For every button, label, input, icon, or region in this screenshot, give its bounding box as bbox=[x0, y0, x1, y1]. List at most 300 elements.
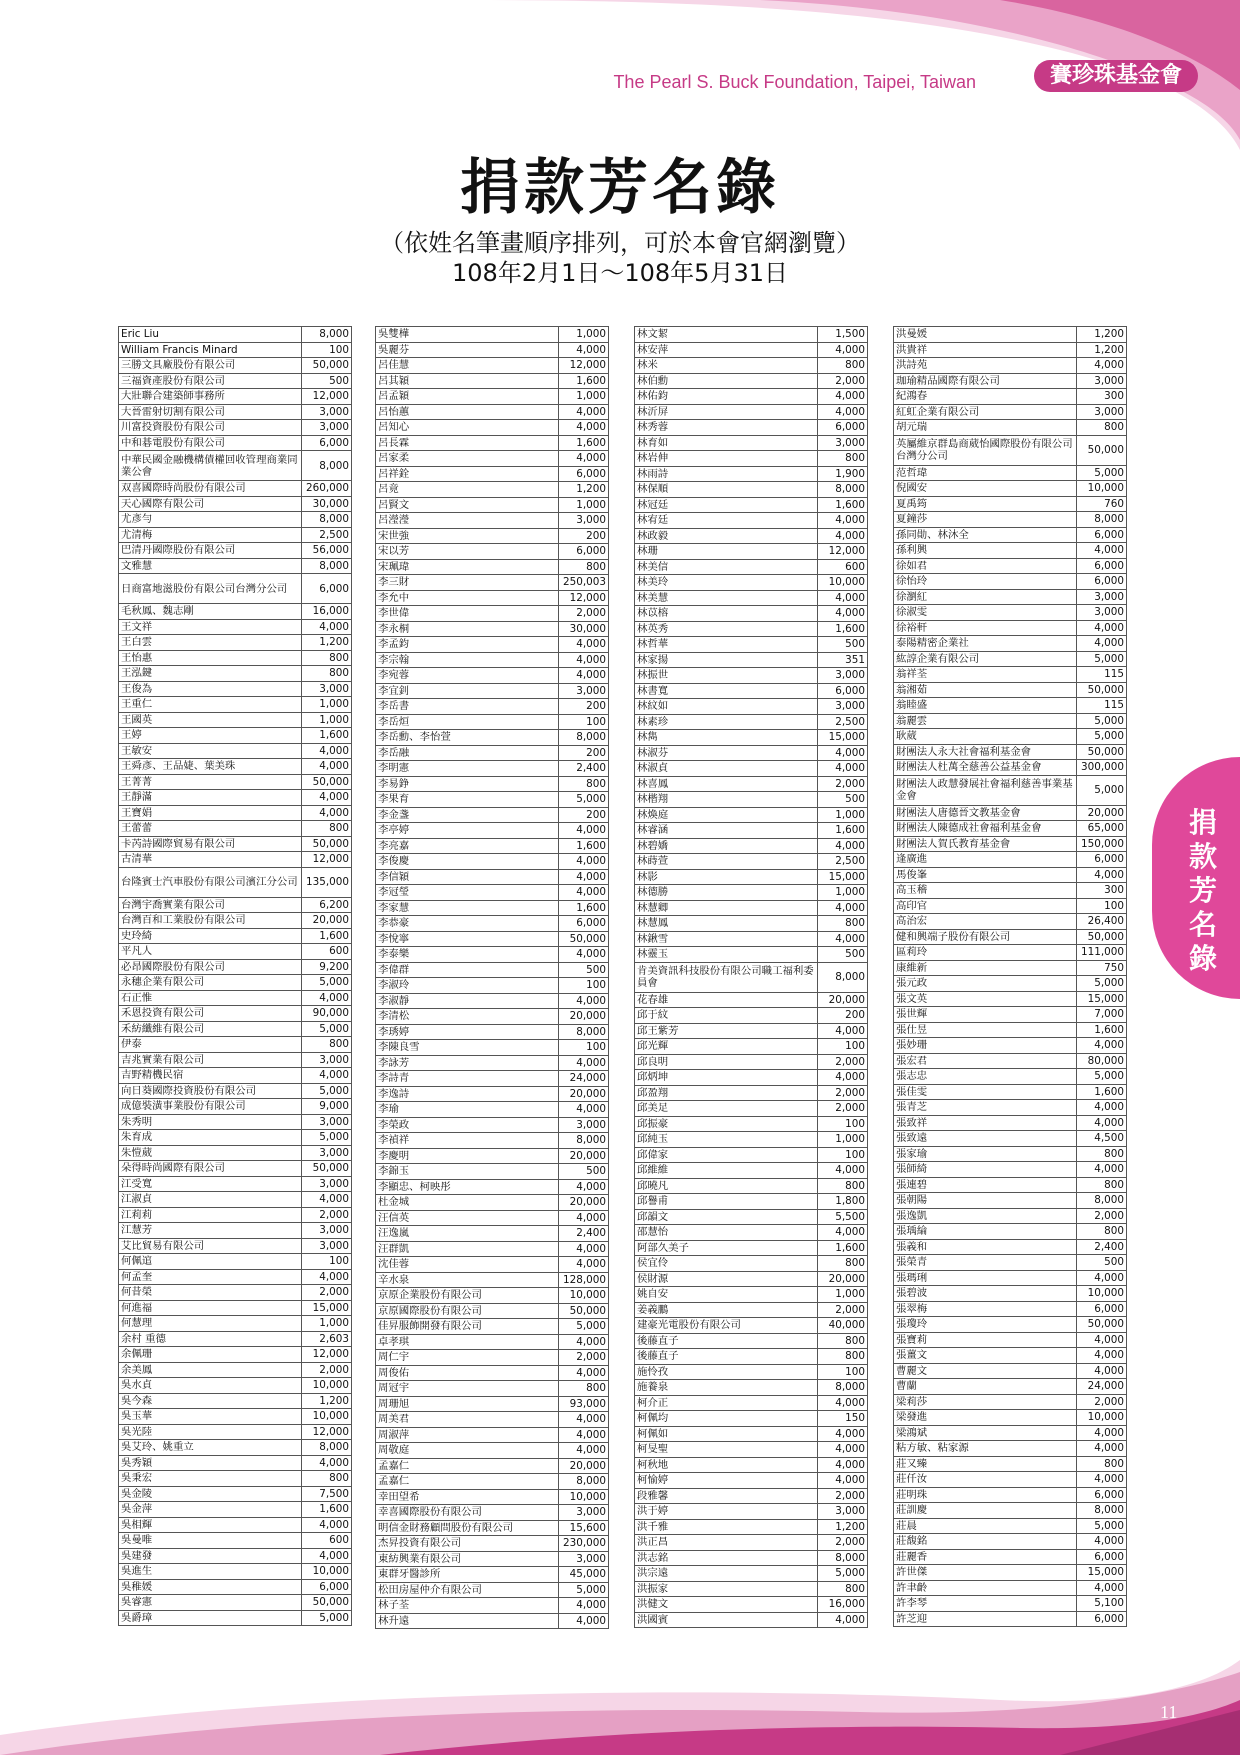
donor-name: 李詠芳 bbox=[376, 1055, 559, 1071]
donation-amount: 1,600 bbox=[302, 728, 352, 744]
donation-amount: 3,000 bbox=[818, 435, 868, 451]
donor-row bbox=[376, 1334, 609, 1350]
donation-amount: 8,000 bbox=[1077, 512, 1127, 528]
donation-amount: 800 bbox=[818, 1349, 868, 1365]
donation-amount: 6,000 bbox=[302, 574, 352, 604]
donor-row bbox=[635, 792, 868, 808]
donor-row bbox=[635, 621, 868, 637]
donor-name: 姚自安 bbox=[635, 1287, 818, 1303]
donation-amount: 4,000 bbox=[1077, 1100, 1127, 1116]
donor-name: 張世輝 bbox=[894, 1007, 1077, 1023]
donation-amount: 4,000 bbox=[302, 790, 352, 806]
donor-row bbox=[119, 527, 352, 543]
donor-name: 莊明珠 bbox=[894, 1487, 1077, 1503]
donor-row bbox=[894, 945, 1127, 961]
donation-amount: 800 bbox=[818, 1333, 868, 1349]
donation-amount: 1,000 bbox=[818, 1287, 868, 1303]
donation-amount: 1,900 bbox=[818, 466, 868, 482]
donor-row bbox=[376, 1427, 609, 1443]
donor-name: 呂家柔 bbox=[376, 451, 559, 467]
subtitle-date-range: 108年2月1日～108年5月31日 bbox=[452, 259, 788, 287]
donor-name: 洪正昌 bbox=[635, 1535, 818, 1551]
donation-amount: 8,000 bbox=[302, 451, 352, 481]
donation-amount: 4,000 bbox=[1077, 1580, 1127, 1596]
donor-name: 紘諄企業有限公司 bbox=[894, 651, 1077, 667]
donation-amount: 3,000 bbox=[302, 1223, 352, 1239]
donation-amount: 2,000 bbox=[818, 1302, 868, 1318]
donor-row bbox=[376, 854, 609, 870]
donor-row bbox=[894, 1565, 1127, 1581]
donor-name: 吳今森 bbox=[119, 1393, 302, 1409]
donation-amount: 4,000 bbox=[1077, 543, 1127, 559]
donation-amount: 2,500 bbox=[302, 527, 352, 543]
donor-row bbox=[635, 1240, 868, 1256]
donation-amount: 5,000 bbox=[1077, 775, 1127, 805]
donation-amount: 10,000 bbox=[302, 1409, 352, 1425]
donation-amount: 4,000 bbox=[559, 947, 609, 963]
donor-name: 林英秀 bbox=[635, 621, 818, 637]
donor-row bbox=[376, 1024, 609, 1040]
donor-row bbox=[119, 1130, 352, 1146]
donation-amount: 50,000 bbox=[1077, 682, 1127, 698]
donor-row bbox=[119, 604, 352, 620]
donation-amount: 800 bbox=[1077, 1177, 1127, 1193]
donor-row bbox=[635, 358, 868, 374]
donor-name: 翁湘茹 bbox=[894, 682, 1077, 698]
donor-row bbox=[635, 528, 868, 544]
donor-row bbox=[894, 1503, 1127, 1519]
donation-amount: 100 bbox=[302, 342, 352, 358]
donation-amount: 5,000 bbox=[302, 1610, 352, 1626]
donor-name: 日商富地滋股份有限公司台灣分公司 bbox=[119, 574, 302, 604]
donor-row bbox=[119, 1393, 352, 1409]
donor-name: 財團法人永大社會福利基金會 bbox=[894, 744, 1077, 760]
page-number: 11 bbox=[1160, 1702, 1178, 1722]
donation-amount: 800 bbox=[559, 559, 609, 575]
donor-row bbox=[119, 650, 352, 666]
donor-row bbox=[376, 1148, 609, 1164]
donor-name: 翁祥荃 bbox=[894, 667, 1077, 683]
donor-row bbox=[119, 805, 352, 821]
donation-amount: 100 bbox=[1077, 898, 1127, 914]
donor-row bbox=[635, 373, 868, 389]
donor-name: 呂知心 bbox=[376, 420, 559, 436]
donation-amount: 93,000 bbox=[559, 1396, 609, 1412]
donation-amount: 5,000 bbox=[559, 1582, 609, 1598]
donation-amount: 1,600 bbox=[818, 621, 868, 637]
donor-row bbox=[635, 1395, 868, 1411]
donation-amount: 20,000 bbox=[302, 913, 352, 929]
donor-name: 孟嘉仁 bbox=[376, 1458, 559, 1474]
donation-amount: 4,000 bbox=[818, 1163, 868, 1179]
donor-row bbox=[376, 1567, 609, 1583]
donor-name: 林慧鳳 bbox=[635, 916, 818, 932]
donor-row bbox=[119, 1223, 352, 1239]
donor-name: 李世偉 bbox=[376, 606, 559, 622]
donor-row bbox=[635, 1457, 868, 1473]
donation-amount: 4,000 bbox=[818, 342, 868, 358]
donation-amount: 4,000 bbox=[1077, 1363, 1127, 1379]
donation-amount: 4,000 bbox=[818, 389, 868, 405]
donation-amount: 8,000 bbox=[1077, 1503, 1127, 1519]
donor-name: 王婷 bbox=[119, 728, 302, 744]
donation-amount: 1,200 bbox=[818, 1519, 868, 1535]
donor-row bbox=[894, 481, 1127, 497]
donor-name: 王泓鍵 bbox=[119, 666, 302, 682]
donation-amount: 8,000 bbox=[302, 512, 352, 528]
donor-row bbox=[894, 1038, 1127, 1054]
donor-name: 周冠宇 bbox=[376, 1381, 559, 1397]
donation-amount: 3,000 bbox=[818, 668, 868, 684]
donor-name: 李淑玲 bbox=[376, 978, 559, 994]
donor-row bbox=[635, 1411, 868, 1427]
donor-row bbox=[376, 668, 609, 684]
donation-amount: 4,000 bbox=[302, 1192, 352, 1208]
donor-name: 莊仟汝 bbox=[894, 1472, 1077, 1488]
donor-row bbox=[635, 730, 868, 746]
donation-amount: 8,000 bbox=[559, 1024, 609, 1040]
donation-amount: 16,000 bbox=[818, 1597, 868, 1613]
donor-name: 吳雙樺 bbox=[376, 327, 559, 343]
donor-name: 張連碧 bbox=[894, 1177, 1077, 1193]
donor-row bbox=[894, 527, 1127, 543]
donor-name: 邱盈翔 bbox=[635, 1085, 818, 1101]
donor-row bbox=[635, 714, 868, 730]
donation-amount: 8,000 bbox=[302, 558, 352, 574]
donor-row bbox=[635, 1302, 868, 1318]
donor-name: 張文英 bbox=[894, 991, 1077, 1007]
donor-row bbox=[635, 683, 868, 699]
donor-row bbox=[894, 836, 1127, 852]
donor-row bbox=[635, 482, 868, 498]
donation-amount: 50,000 bbox=[302, 1595, 352, 1611]
donation-amount: 3,000 bbox=[1077, 404, 1127, 420]
donor-row bbox=[119, 790, 352, 806]
donor-name: 江受寬 bbox=[119, 1176, 302, 1192]
donation-amount: 800 bbox=[818, 451, 868, 467]
donor-row bbox=[376, 1381, 609, 1397]
donor-row bbox=[119, 635, 352, 651]
donor-row bbox=[894, 713, 1127, 729]
donor-name: 杰昇投資有限公司 bbox=[376, 1536, 559, 1552]
donor-row bbox=[894, 574, 1127, 590]
donor-row bbox=[635, 1209, 868, 1225]
donation-amount: 12,000 bbox=[818, 544, 868, 560]
donor-row bbox=[894, 620, 1127, 636]
donor-name: 林冠廷 bbox=[635, 497, 818, 513]
donor-row bbox=[376, 528, 609, 544]
donor-row bbox=[376, 900, 609, 916]
donor-name: 李明憲 bbox=[376, 761, 559, 777]
donation-amount: 4,000 bbox=[559, 1334, 609, 1350]
donation-amount: 600 bbox=[302, 1533, 352, 1549]
donor-name: 邱偉家 bbox=[635, 1147, 818, 1163]
donation-amount: 3,000 bbox=[302, 404, 352, 420]
donor-name: 張義和 bbox=[894, 1239, 1077, 1255]
donation-amount: 800 bbox=[1077, 1224, 1127, 1240]
donor-name: 徐淑雯 bbox=[894, 605, 1077, 621]
donation-amount: 6,000 bbox=[818, 683, 868, 699]
donor-row bbox=[376, 513, 609, 529]
donor-name: 松田房屋仲介有限公司 bbox=[376, 1582, 559, 1598]
donor-name: 京原國際股份有限公司 bbox=[376, 1303, 559, 1319]
donation-amount: 800 bbox=[302, 821, 352, 837]
donor-name: 洪曼媛 bbox=[894, 327, 1077, 343]
donation-amount: 800 bbox=[1077, 1146, 1127, 1162]
donor-name: 何佩逭 bbox=[119, 1254, 302, 1270]
donor-row bbox=[119, 1068, 352, 1084]
donor-row bbox=[376, 482, 609, 498]
donor-name: 双喜國際時尚股份有限公司 bbox=[119, 481, 302, 497]
donor-row bbox=[376, 761, 609, 777]
donor-name: 邵慧怡 bbox=[635, 1225, 818, 1241]
donation-amount: 5,500 bbox=[818, 1209, 868, 1225]
donor-row bbox=[376, 358, 609, 374]
donor-name: 張致遠 bbox=[894, 1131, 1077, 1147]
donor-name: 許芝迎 bbox=[894, 1611, 1077, 1627]
donation-amount: 150,000 bbox=[1077, 836, 1127, 852]
donor-name: 三勝文具廠股份有限公司 bbox=[119, 358, 302, 374]
donor-row bbox=[376, 823, 609, 839]
donor-row bbox=[119, 1006, 352, 1022]
donation-amount: 6,000 bbox=[1077, 558, 1127, 574]
donor-name: 姜義鵬 bbox=[635, 1302, 818, 1318]
donor-row bbox=[119, 1455, 352, 1471]
donor-row bbox=[119, 1486, 352, 1502]
donor-name: 邱光輝 bbox=[635, 1039, 818, 1055]
donor-name: 洪詩苑 bbox=[894, 358, 1077, 374]
donation-amount: 7,000 bbox=[1077, 1007, 1127, 1023]
donor-name: 張仕昱 bbox=[894, 1022, 1077, 1038]
donor-name: 張榮青 bbox=[894, 1255, 1077, 1271]
donor-name: 李悅寧 bbox=[376, 931, 559, 947]
donor-name: 李偉群 bbox=[376, 962, 559, 978]
donor-row bbox=[894, 558, 1127, 574]
donation-amount: 800 bbox=[302, 1037, 352, 1053]
donation-amount: 6,000 bbox=[818, 420, 868, 436]
donation-amount: 1,800 bbox=[818, 1194, 868, 1210]
donor-row bbox=[376, 885, 609, 901]
donation-amount: 12,000 bbox=[302, 852, 352, 868]
donation-amount: 3,000 bbox=[1077, 589, 1127, 605]
donor-name: 李恭豪 bbox=[376, 916, 559, 932]
donation-amount: 500 bbox=[1077, 1255, 1127, 1271]
donor-row bbox=[894, 760, 1127, 776]
donation-amount: 6,000 bbox=[559, 466, 609, 482]
donor-name: 伊泰 bbox=[119, 1037, 302, 1053]
donor-name: 吳秀穎 bbox=[119, 1455, 302, 1471]
donor-name: 林岩伸 bbox=[635, 451, 818, 467]
donation-amount: 4,000 bbox=[1077, 1115, 1127, 1131]
donor-row bbox=[119, 1285, 352, 1301]
donation-amount: 4,000 bbox=[818, 1442, 868, 1458]
donor-name: 邱美足 bbox=[635, 1101, 818, 1117]
donor-row bbox=[119, 1207, 352, 1223]
donor-name: 宋珮瑋 bbox=[376, 559, 559, 575]
donor-name: 李孟鈞 bbox=[376, 637, 559, 653]
donor-row bbox=[894, 1441, 1127, 1457]
donor-row bbox=[635, 342, 868, 358]
donor-name: 朵得時尚國際有限公司 bbox=[119, 1161, 302, 1177]
donor-row bbox=[635, 776, 868, 792]
donor-row bbox=[119, 435, 352, 451]
donor-name: 徐怡玲 bbox=[894, 574, 1077, 590]
donor-name: 夏鐘莎 bbox=[894, 512, 1077, 528]
donor-name: 林蒔萱 bbox=[635, 854, 818, 870]
donor-name: 耿葳 bbox=[894, 729, 1077, 745]
donation-amount: 100 bbox=[559, 714, 609, 730]
donor-name: 紅虹企業有限公司 bbox=[894, 404, 1077, 420]
donation-amount: 50,000 bbox=[302, 774, 352, 790]
donor-row bbox=[635, 1271, 868, 1287]
donor-name: 夏禹筠 bbox=[894, 496, 1077, 512]
donation-amount: 1,600 bbox=[559, 373, 609, 389]
donation-amount: 9,000 bbox=[302, 1099, 352, 1115]
donor-row bbox=[376, 1102, 609, 1118]
donor-row bbox=[894, 404, 1127, 420]
donor-row bbox=[376, 1179, 609, 1195]
donor-row bbox=[376, 993, 609, 1009]
donor-row bbox=[376, 1396, 609, 1412]
donation-amount: 115 bbox=[1077, 667, 1127, 683]
donation-amount: 12,000 bbox=[302, 389, 352, 405]
donor-row bbox=[894, 1456, 1127, 1472]
donor-row bbox=[635, 1442, 868, 1458]
donor-name: 張妙珊 bbox=[894, 1038, 1077, 1054]
donor-row bbox=[635, 885, 868, 901]
donation-amount: 15,000 bbox=[1077, 991, 1127, 1007]
donor-name: 川富投資股份有限公司 bbox=[119, 420, 302, 436]
foundation-name-badge: 賽珍珠基金會 bbox=[1034, 60, 1198, 92]
donor-row bbox=[119, 558, 352, 574]
donor-row bbox=[376, 730, 609, 746]
donor-name: 粘方敏、粘家源 bbox=[894, 1441, 1077, 1457]
donor-name: 張元政 bbox=[894, 976, 1077, 992]
donor-name: 李顯忠、柯映彤 bbox=[376, 1179, 559, 1195]
donation-amount: 200 bbox=[818, 1008, 868, 1024]
donor-name: 李詩青 bbox=[376, 1071, 559, 1087]
donor-row bbox=[894, 1084, 1127, 1100]
donor-row bbox=[635, 1085, 868, 1101]
donor-name: 文雅慧 bbox=[119, 558, 302, 574]
donor-row bbox=[894, 543, 1127, 559]
donor-name: 禾紡纖維有限公司 bbox=[119, 1021, 302, 1037]
donor-name: 張家瑜 bbox=[894, 1146, 1077, 1162]
donor-row bbox=[119, 1424, 352, 1440]
donor-name: 區莉玲 bbox=[894, 945, 1077, 961]
donor-row bbox=[894, 775, 1127, 805]
donor-name: 巴清丹國際股份有限公司 bbox=[119, 543, 302, 559]
donor-name: 康維新 bbox=[894, 960, 1077, 976]
donor-name: 幸田望希 bbox=[376, 1489, 559, 1505]
donor-name: 吳玉華 bbox=[119, 1409, 302, 1425]
donor-name: 李禎祥 bbox=[376, 1133, 559, 1149]
donor-row bbox=[635, 668, 868, 684]
donor-row bbox=[635, 1349, 868, 1365]
donor-row bbox=[119, 389, 352, 405]
donation-amount: 15,000 bbox=[818, 730, 868, 746]
donor-row bbox=[119, 975, 352, 991]
donation-amount: 4,000 bbox=[1077, 1425, 1127, 1441]
donor-name: 張薑文 bbox=[894, 1348, 1077, 1364]
donor-row bbox=[119, 1145, 352, 1161]
donor-name: 林育如 bbox=[635, 435, 818, 451]
donor-row bbox=[376, 978, 609, 994]
donor-row bbox=[119, 681, 352, 697]
donor-name: 余美鳳 bbox=[119, 1362, 302, 1378]
donor-row bbox=[376, 497, 609, 513]
donation-amount: 250,003 bbox=[559, 575, 609, 591]
donor-name: 林秀蓉 bbox=[635, 420, 818, 436]
donation-amount: 2,500 bbox=[818, 854, 868, 870]
donor-name: 林煥庭 bbox=[635, 807, 818, 823]
donor-name: 汪信英 bbox=[376, 1210, 559, 1226]
donor-row bbox=[119, 944, 352, 960]
donor-row bbox=[376, 1319, 609, 1335]
donation-amount: 1,200 bbox=[1077, 342, 1127, 358]
donor-name: 吳曼唯 bbox=[119, 1533, 302, 1549]
donation-amount: 600 bbox=[818, 559, 868, 575]
donation-amount: 20,000 bbox=[818, 1271, 868, 1287]
donor-name: 吳秉宏 bbox=[119, 1471, 302, 1487]
donor-row bbox=[894, 373, 1127, 389]
donation-amount: 9,200 bbox=[302, 959, 352, 975]
donor-name: 林政毅 bbox=[635, 528, 818, 544]
donor-name: 林楷翔 bbox=[635, 792, 818, 808]
donor-name: 孫利興 bbox=[894, 543, 1077, 559]
donor-row bbox=[119, 420, 352, 436]
donation-amount: 4,000 bbox=[1077, 1162, 1127, 1178]
section-side-tab-label: 捐款芳名錄 bbox=[1188, 806, 1217, 975]
donor-row bbox=[894, 1022, 1127, 1038]
donation-amount: 2,000 bbox=[818, 1085, 868, 1101]
donation-amount: 5,000 bbox=[1077, 729, 1127, 745]
donor-row bbox=[894, 929, 1127, 945]
donor-row bbox=[635, 1008, 868, 1024]
donation-amount: 3,000 bbox=[818, 1504, 868, 1520]
donation-amount: 1,000 bbox=[302, 712, 352, 728]
donation-amount: 4,000 bbox=[818, 931, 868, 947]
donor-row bbox=[119, 1579, 352, 1595]
donor-row bbox=[376, 466, 609, 482]
donor-row bbox=[119, 1037, 352, 1053]
donor-row bbox=[119, 358, 352, 374]
donation-amount: 4,000 bbox=[559, 1257, 609, 1273]
donor-name: 侯財源 bbox=[635, 1271, 818, 1287]
donor-name: 珈瑜精品國際有限公司 bbox=[894, 373, 1077, 389]
donor-name: 張朝陽 bbox=[894, 1193, 1077, 1209]
donation-amount: 4,000 bbox=[559, 1241, 609, 1257]
donor-row bbox=[894, 1131, 1127, 1147]
donor-row bbox=[376, 327, 609, 343]
donation-amount: 4,000 bbox=[1077, 1534, 1127, 1550]
donor-row bbox=[894, 589, 1127, 605]
donation-amount: 4,000 bbox=[818, 1023, 868, 1039]
donation-amount: 4,000 bbox=[818, 1070, 868, 1086]
donor-row bbox=[376, 435, 609, 451]
donation-amount: 30,000 bbox=[559, 621, 609, 637]
donation-amount: 4,000 bbox=[559, 885, 609, 901]
donor-row bbox=[119, 1362, 352, 1378]
donor-name: 李亮嘉 bbox=[376, 838, 559, 854]
donor-row bbox=[635, 435, 868, 451]
donation-amount: 111,000 bbox=[1077, 945, 1127, 961]
donor-row bbox=[635, 699, 868, 715]
donor-row bbox=[119, 836, 352, 852]
donation-amount: 10,000 bbox=[302, 1378, 352, 1394]
donation-amount: 8,000 bbox=[559, 1133, 609, 1149]
donation-amount: 100 bbox=[818, 1116, 868, 1132]
